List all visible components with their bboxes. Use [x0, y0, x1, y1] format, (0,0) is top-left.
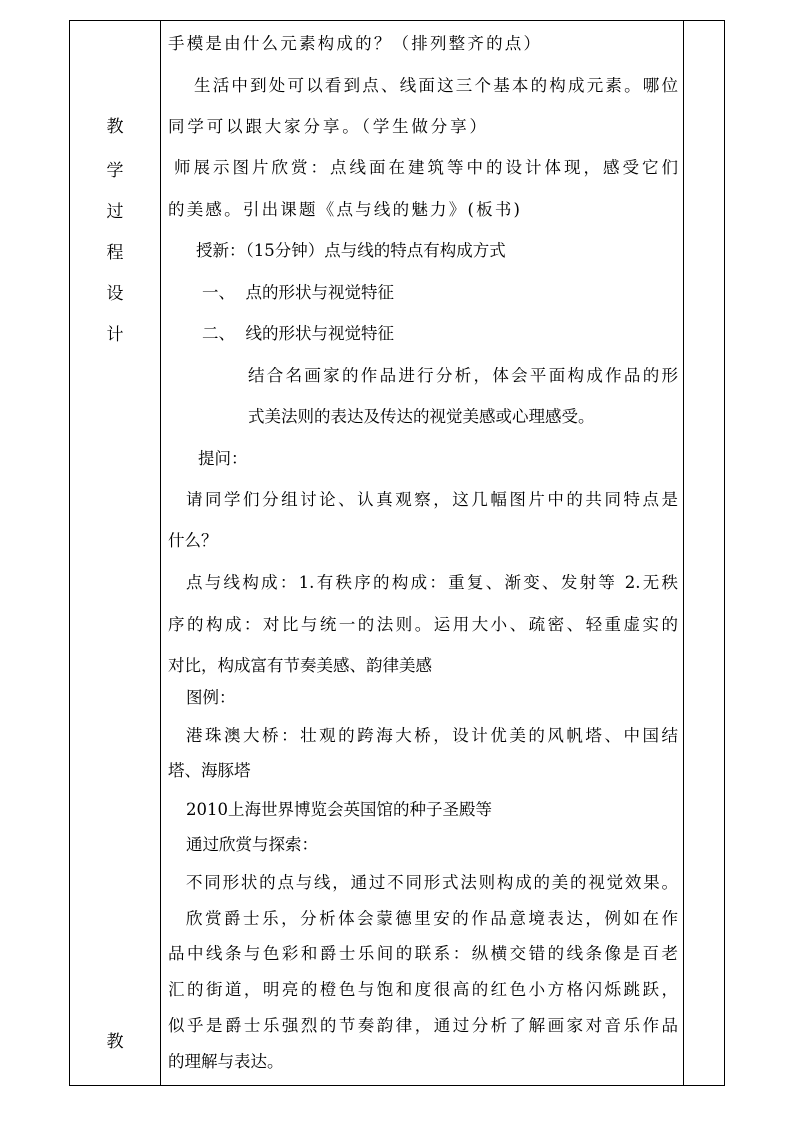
content-line: 请同学们分组讨论、认真观察，这几幅图片中的共同特点是	[186, 490, 678, 509]
content-line: 点与线构成：1.有秩序的构成：重复、渐变、发射等 2.无秩	[186, 573, 678, 592]
section-label-char: 教	[106, 117, 124, 137]
section-label-char: 过	[106, 202, 124, 222]
content-line: 一、 点的形状与视觉特征	[202, 283, 394, 302]
content-line: 手模是由什么元素构成的？（排列整齐的点）	[168, 34, 540, 53]
content-line: 提问：	[198, 449, 248, 468]
section-label-column	[70, 21, 160, 1085]
content-line: 的美感。引出课题《点与线的魅力》(板书)	[168, 200, 520, 219]
section-label-char: 设	[106, 284, 124, 304]
section-label-char: 程	[106, 243, 124, 263]
content-line: 品中线条与色彩和爵士乐间的联系：纵横交错的线条像是百老	[168, 944, 678, 963]
section-label-char: 教	[106, 1032, 124, 1052]
content-line: 2010上海世界博览会英国馆的种子圣殿等	[186, 800, 492, 819]
content-line: 同学可以跟大家分享。（学生做分享）	[168, 117, 486, 136]
content-line: 式美法则的表达及传达的视觉美感或心理感受。	[248, 407, 595, 426]
content-line: 通过欣赏与探索：	[186, 835, 318, 854]
content-line: 序的构成：对比与统一的法则。运用大小、疏密、轻重虚实的	[168, 615, 678, 634]
column-divider-right	[683, 21, 684, 1085]
content-line: 师展示图片欣赏：点线面在建筑等中的设计体现，感受它们	[174, 158, 678, 177]
content-line: 塔、海豚塔	[168, 761, 251, 780]
section-label-char: 计	[106, 325, 124, 345]
section-label-char: 学	[106, 161, 124, 181]
content-line: 欣赏爵士乐，分析体会蒙德里安的作品意境表达，例如在作	[186, 909, 678, 928]
content-line: 授新：（15分钟）点与线的特点有构成方式	[196, 241, 506, 260]
content-line: 汇的街道，明亮的橙色与饱和度很高的红色小方格闪烁跳跃，	[168, 980, 678, 999]
content-line: 港珠澳大桥：壮观的跨海大桥，设计优美的风帆塔、中国结	[186, 726, 678, 745]
content-line: 不同形状的点与线，通过不同形式法则构成的美的视觉效果。	[186, 873, 678, 892]
content-line: 什么？	[168, 531, 218, 550]
content-line: 生活中到处可以看到点、线面这三个基本的构成元素。哪位	[194, 76, 678, 95]
content-line: 似乎是爵士乐强烈的节奏韵律，通过分析了解画家对音乐作品	[168, 1016, 678, 1035]
content-line: 二、 线的形状与视觉特征	[202, 324, 394, 343]
lesson-table	[69, 20, 725, 1086]
content-line: 结合名画家的作品进行分析，体会平面构成作品的形	[248, 366, 678, 385]
content-line: 对比，构成富有节奏美感、韵律美感	[168, 656, 432, 675]
column-divider-left	[160, 21, 161, 1085]
content-line: 图例：	[186, 688, 236, 707]
content-line: 的理解与表达。	[168, 1052, 284, 1071]
